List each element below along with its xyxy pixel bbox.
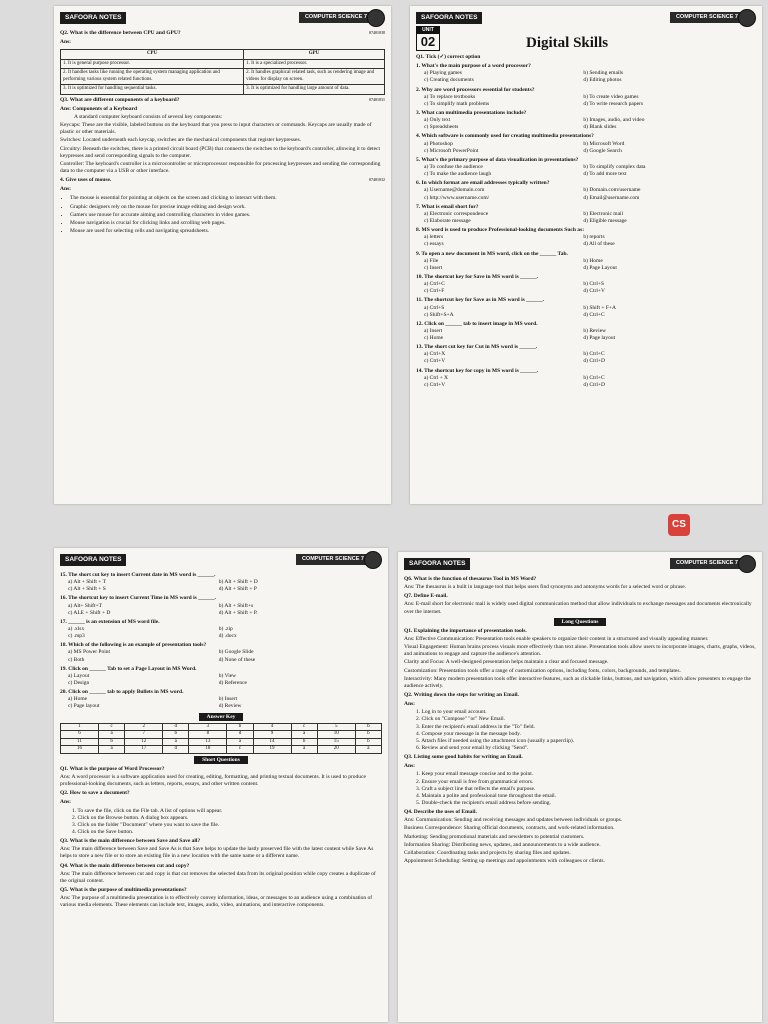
short-answer: Ans: The main difference between Save and Save As is that Save helps to update the lastly preserved file with the latest content while Save As helps to store a new file or to store an existing file in a new location with the same name or a different name. (60, 846, 374, 860)
mcq-options (416, 117, 756, 131)
brand-label: SAFOORA NOTES (404, 558, 470, 570)
question-keyboard: 07401031 Q3. What are different components of a keyboard? (60, 96, 385, 103)
answer-key-option: d (163, 723, 189, 731)
seal-logo (367, 9, 385, 27)
mcq-option: a) Ctrl+X (424, 351, 446, 358)
mcq-options (416, 187, 756, 201)
mcq-question: 18. Which of the following is an example of presentation tools? (60, 642, 207, 649)
page-header (404, 558, 756, 574)
mcq-option: d) Ctrl+C (583, 311, 605, 318)
page-header (60, 12, 385, 28)
mcq-option: b) Ctrl+S (583, 281, 605, 288)
mcq-option: d) Review (218, 703, 242, 710)
switches-para: Switches: Located underneath each keycap, switches are the mechanical components that register keypresses. (60, 137, 301, 144)
answer-key-table (60, 723, 382, 754)
mcq-option: c) essays (424, 241, 444, 248)
unit-box (416, 26, 440, 51)
mcq-options (416, 211, 756, 225)
list-item: 5. Attach files if needed using the attachment icon (usually a paperclip). (416, 737, 575, 744)
seal-logo (738, 555, 756, 573)
mcq-option: a) MS Power Point (68, 649, 111, 656)
answer-key-option: a (355, 746, 381, 754)
answer-key-option: c (291, 723, 317, 731)
subject-label: COMPUTER SCIENCE 7 (670, 558, 752, 569)
mcq-option: b) Google Slide (218, 649, 254, 656)
list-item: 4. Compose your message in the message body. (416, 730, 521, 737)
answer-key-number: 13 (189, 738, 227, 746)
subject-label: COMPUTER SCIENCE 7 (670, 12, 752, 23)
list-item: 5. Double-check the recipient's email address before sending. (416, 799, 551, 806)
save-steps-list (72, 808, 382, 837)
mcq-option: d) Ctrl+D (583, 358, 605, 365)
mcq-option: d) All of these (583, 241, 615, 248)
keyboard-intro: A standard computer keyboard consists of several key components: (74, 114, 223, 121)
mcq-option: a) Alt+ Shift+T (68, 602, 103, 609)
mcq-option: c) Shift+S+A (424, 311, 454, 318)
short-answer: Ans: A word processor is a software application used for creating, editing, formatting, and printing textual documents. It is used to produce professional-looking documents, such as letters, reports, essays, and other written content. (60, 773, 366, 788)
mcq-list (416, 63, 756, 389)
mcq-option: d) Alt + Shift + P. (218, 609, 258, 616)
mcq-option: b) Review (583, 327, 607, 334)
mcq-option: c) Spreadsheets (424, 124, 459, 131)
answer-label: Ans: (60, 186, 72, 193)
mcq-question: 16. The shortcut key to insert Current Time in MS word is ______. (60, 595, 217, 602)
answer-key-option: b (355, 723, 381, 731)
long-answer-para: Visual Engagement: Human brains process visuals more effectively than text alone. Presentation tools allow users to incorporate images, charts, graphs, videos, and animations to engage and capture the audience's attention. (404, 644, 756, 658)
mcq-option: a) Username@domain.com (424, 187, 485, 194)
mcq-option: d) Google Search (583, 147, 622, 154)
mcq-options (416, 70, 756, 84)
mcq-option: c) Insert (424, 264, 443, 271)
answer-key-number: 7 (125, 731, 163, 739)
answer-key-number: 19 (253, 746, 291, 754)
long-answer-para: Business Correspondence: Sharing official documents, contracts, and work-related information. (404, 825, 615, 832)
answer-key-number: 20 (317, 746, 355, 754)
long-question: Q4. Describe the uses of Email. (404, 809, 477, 816)
mcq-option: b) Images, audio, and video (583, 117, 645, 124)
list-item: 4. Maintain a polite and professional tone throughout the email. (416, 792, 557, 799)
answer-key-option: a (99, 746, 125, 754)
brand-label: SAFOORA NOTES (416, 12, 482, 24)
answer-key-number: 5 (317, 723, 355, 731)
mcq-option: a) To replace textbooks (424, 93, 476, 100)
question-code: 07401038 (369, 30, 385, 35)
mcq-option: b) Shift + F+A (583, 304, 616, 311)
mcq-options (416, 328, 756, 342)
mcq-question: 19. Click on ______ Tab to set a Page Layout in MS Word. (60, 665, 197, 672)
cpu-gpu-table (60, 49, 385, 95)
list-item: • Mouse navigation is crucial for clicking links and scrolling web pages. (70, 220, 385, 227)
list-item: 6. Review and send your email by clicking "Send". (416, 744, 529, 751)
mcq-options (416, 141, 756, 155)
table-row: 2. It handles tasks like running the operating system managing application and performing various system related functions. 2. It handles graphical related task, such as rendering image and videos for display on screen. (61, 69, 385, 85)
mcq-question: 14. The shortcut key for copy in MS word is ______. (416, 367, 539, 374)
list-item: • The mouse is essential for pointing at objects on the screen and clicking to interact with them. (70, 195, 385, 202)
subject-label: COMPUTER SCIENCE 7 (299, 12, 381, 23)
mcq-option: a) .xlsx (68, 625, 85, 632)
long-answer-para: Appointment Scheduling: Setting up meetings and appointments with colleagues or clients. (404, 857, 605, 864)
unit-label: UNIT (417, 27, 439, 34)
list-item: 2. Ensure your email is free from grammatical errors. (416, 778, 534, 785)
mcq-option: c) Ctrl+V (424, 381, 446, 388)
mcq-option: a) Alt + Shift + T (68, 579, 107, 586)
answer-key-heading: Answer Key (60, 714, 382, 721)
mcq-option: c) Ctrl+V (424, 358, 446, 365)
mcq-question: 2. Why are word processors essential for students? (416, 86, 535, 93)
mcq-option: d) None of these (218, 656, 256, 663)
answer-key-number: 16 (61, 746, 99, 754)
mcq-question: 11. The shortcut key for Save as in MS word is ______. (416, 297, 544, 304)
mcq-option: a) letters (424, 234, 444, 241)
mcq-option: d) Page layout (583, 335, 616, 342)
list-item: • Gamers use mouse for accurate aiming and controlling characters in video games. (70, 212, 385, 219)
mcq-option: b) .zip (218, 625, 233, 632)
camscanner-badge-icon: CS (668, 514, 690, 536)
list-item: 1. To save the file, click on the File tab. A list of options will appear. (72, 807, 223, 814)
mcq-options (60, 579, 382, 593)
mcq-option: b) Sending emails (583, 70, 624, 77)
answer-key-option: d (227, 731, 253, 739)
list-item: 3. Craft a subject line that reflects the email's purpose. (416, 785, 536, 792)
mcq-option: a) Home (68, 696, 88, 703)
answer-key-number: 10 (317, 731, 355, 739)
mcq-option: c) Alt + Shift + S (68, 586, 106, 593)
list-item: 2. Click on "Compose" "or" New Email. (416, 716, 506, 723)
mcq-option: b) To simplify complex data (583, 163, 646, 170)
mcq-option: d) Email@username.com (583, 194, 640, 201)
mcq-question: 6. In which format are email addresses typically written? (416, 180, 550, 187)
mcq-options (416, 305, 756, 319)
answer-key-option: a (163, 738, 189, 746)
list-item: 1. Log in to your email account. (416, 709, 487, 716)
mcq-question: 3. What can multimedia presentations include? (416, 109, 527, 116)
mcq-question: 10. The shortcut key for Save in MS word is ______. (416, 273, 539, 280)
short-questions-heading: Short Questions (60, 757, 382, 764)
long-question: Q1. Explaining the importance of presentation tools. (404, 627, 527, 634)
mcq-option: d) Alt + Shift + P (218, 586, 257, 593)
mcq-option: c) Page layout (68, 703, 100, 710)
answer-key-number: 18 (189, 746, 227, 754)
mcq-option: d) To add more text (583, 171, 627, 178)
mcq-options (416, 94, 756, 108)
mcq-options (60, 603, 382, 617)
mcq-option: a) File (424, 257, 439, 264)
mcq-option: c) .mp3 (68, 633, 85, 640)
mcq-question: 4. Which software is commonly used for creating multimedia presentations? (416, 133, 594, 140)
short-question: Q7. Define E-mail. (404, 593, 448, 600)
mcq-option: a) Ctrl + X (424, 374, 449, 381)
page-digital-skills (410, 6, 762, 504)
list-item: 4. Click on the Save button. (72, 828, 134, 835)
mcq-question: 15. The short cut key to insert Current date in MS word is ______. (60, 572, 216, 578)
mcq-option: b) Electronic mail (583, 210, 624, 217)
long-answer-para: Marketing: Sending promotional materials and newsletters to potential customers. (404, 833, 585, 840)
email-steps-list (416, 709, 756, 752)
mcq-option: a) Playing games (424, 70, 462, 77)
mcq-section (416, 54, 756, 389)
answer-key-option: c (99, 723, 125, 731)
short-question: Q1. What is the purpose of Word Processor? (60, 765, 165, 772)
mcq-option: c) Design (68, 679, 90, 686)
short-answer: Ans: The main difference between cut and copy is that cut removes the selected data from its original position while copy creates a duplicate of the original content. (60, 870, 376, 884)
mcq-options (416, 258, 756, 272)
mcq-options (60, 673, 382, 687)
mcq-option: b) Home (583, 257, 603, 264)
long-questions-heading: Long Questions (404, 619, 756, 626)
page-header (60, 554, 382, 570)
answer-key-option: a (291, 746, 317, 754)
table-header-cpu: CPU (61, 50, 244, 60)
keycaps-para: Keycaps: These are the visible, labeled buttons on the keyboard that you press to input characters or commands. Keycaps are usually made of plastic or other materials. (60, 122, 372, 136)
mcq-question: 7. What is email short for? (416, 203, 479, 210)
mcq-option: b) To create video games (583, 93, 639, 100)
short-question: Q4. What is the main difference between cut and copy? (60, 862, 190, 869)
answer-key-number: 1 (61, 723, 99, 731)
answer-key-option: c (227, 746, 253, 754)
page-cpu-gpu (54, 6, 391, 504)
list-item: 3. Enter the recipient's email address in the "To" field. (416, 723, 535, 730)
mcq-option: d) .docx (218, 633, 237, 640)
unit-number: 02 (420, 33, 436, 49)
long-answer-para: Ans: Communication: Sending and receiving messages and updates between individuals or groups. (404, 817, 623, 824)
seal-logo (738, 9, 756, 27)
controller-para: Controller: The keyboard's controller is a microcontroller or microprocessor responsible for processing keypresses and sending the corresponding data to the computer via a USB or other interface. (60, 160, 381, 175)
table-row: 1. It is general purpose processor. 1. It is a specialized processor. (61, 59, 385, 69)
long-answer-para: Interactivity: Many modern presentation tools offer interactive features, such as clickable links, buttons, and navigation, which allow presenters to engage the audience actively. (404, 675, 751, 689)
table-header-gpu: GPU (244, 50, 385, 60)
answer-key-number: 8 (189, 731, 227, 739)
question-mouse: 07401032 4. Give uses of mouse. (60, 177, 385, 184)
answer-key-option: a (227, 738, 253, 746)
answer-key-number: 14 (253, 738, 291, 746)
mcq-option: b) View (218, 672, 237, 679)
mcq-option: c) Home (424, 335, 444, 342)
answer-label: Ans: (60, 39, 72, 46)
brand-label: SAFOORA NOTES (60, 12, 126, 24)
answer-label: Ans: (404, 763, 416, 770)
mcq-option: b) reports (583, 234, 605, 241)
long-answer-para: Clarity and Focus: A well-designed presentation helps maintain a clear and focused message. (404, 659, 609, 666)
answer-key-number: 6 (61, 731, 99, 739)
mcq-question: 12. Click on ______ tab to insert image in MS word. (416, 320, 538, 327)
subject-label: COMPUTER SCIENCE 7 (296, 554, 378, 565)
short-question: Q3. What is the main difference between Save and Save all? (60, 838, 201, 845)
short-answer: Ans: E-mail short for electronic mail is widely used digital communication method that allow individuals to exchange messages and documents electronically over the internet. (404, 601, 752, 615)
mcq-options (60, 649, 382, 663)
mcq-option: b) Domain.com/username (583, 187, 641, 194)
mcq-option: d) Reference (218, 679, 247, 686)
page-header (416, 12, 756, 28)
answer-key-number: 2 (125, 723, 163, 731)
list-item: 3. Click on the folder "Document" where you want to save the file. (72, 821, 220, 828)
mcq-options (60, 626, 382, 640)
mcq-option: a) Ctrl+C (424, 281, 445, 288)
mcq-option: a) Electronic correspondence (424, 210, 489, 217)
circuitry-para: Circuitry: Beneath the switches, there is a printed circuit board (PCB) that connects the switches to the keyboard's controller, allowing it to detect keypresses and send corresponding signals to the computer. (60, 145, 380, 159)
mcq-option: d) Editing photos (583, 77, 622, 84)
list-item: • Mouse are used for selecting cells and navigating spreadsheets. (70, 228, 385, 235)
long-question: Q2. Writing down the steps for writing an Email. (404, 691, 519, 698)
seal-logo (364, 551, 382, 569)
mcq-option: c) ALE + Shift + D (68, 609, 111, 616)
answer-key-option: b (291, 738, 317, 746)
mcq-option: c) To simplify math problems (424, 100, 490, 107)
mcq-question: 8. MS word is used to produce Professional-looking documents Such as: (416, 227, 585, 234)
answer-label: Ans: (404, 701, 416, 708)
short-question: Q5. What is the purpose of multimedia presentations? (60, 886, 187, 893)
mcq-options (60, 696, 382, 710)
mcq-option: a) Only text (424, 117, 451, 124)
answer-label: Ans: (60, 799, 72, 806)
long-answer-para: Customization: Presentation tools offer a range of customization options, including fonts, colors, backgrounds, and templates. (404, 667, 681, 674)
answer-key-row (61, 723, 382, 731)
mcq-option: a) Insert (424, 327, 443, 334)
mcq-option: c) http://www.username.com/ (424, 194, 490, 201)
mcq-question: 17. ______ is an extension of MS word file. (60, 618, 160, 625)
answer-key-number: 17 (125, 746, 163, 754)
short-question: Q2. How to save a document? (60, 790, 130, 797)
mcq-option: b) Ctrl+C (583, 351, 605, 358)
mcq-option: b) Insert (218, 696, 238, 703)
answer-key-option: b (355, 738, 381, 746)
mcq-options (416, 234, 756, 248)
answer-key-number: 15 (317, 738, 355, 746)
mcq-option: d) Ctrl+V (583, 288, 605, 295)
email-habits-list (416, 771, 756, 807)
mcq-question: 9. To open a new document in MS word, click on the ______ Tab. (416, 250, 568, 257)
mcq-options (416, 375, 756, 389)
short-question: Q6. What is the function of thesaurus Tool in MS Word? (404, 576, 537, 582)
chapter-title: Digital Skills (526, 35, 609, 51)
list-item: 2. Click on the Browse button. A dialog box appears. (72, 814, 189, 821)
long-question: Q3. Listing some good habits for writing an Email. (404, 754, 523, 761)
mcq-instruction: Q1. Tick (✓) correct option (416, 54, 481, 60)
answer-key-number: 11 (61, 738, 99, 746)
answer-key-option: b (227, 723, 253, 731)
mcq-list (60, 572, 382, 711)
page-long-questions (398, 552, 762, 1022)
answer-key-row (61, 731, 382, 739)
mcq-option: b) Alt + Shift+s (218, 602, 254, 609)
table-row: 3. It is optimized for handling sequential tasks. 3. It is optimized for handling large amount of data. (61, 85, 385, 95)
brand-label: SAFOORA NOTES (60, 554, 126, 566)
mcq-option: c) Ctrl+F (424, 288, 445, 295)
mcq-option: d) Blank slides (583, 124, 617, 131)
mcq-option: d) Ctrl+D (583, 381, 605, 388)
mcq-question: 20. Click on ______ tab to apply Bullets in MS word. (60, 689, 184, 696)
mcq-option: c) To make the audience laugh (424, 171, 492, 178)
mcq-question: 1. What's the main purpose of a word processor? (416, 63, 531, 70)
mcq-option: a) Photoshop (424, 140, 453, 147)
short-answer: Ans: The purpose of a multimedia presentation is to effectively convey information, ideas, or messages to an audience using a combination of various media elements. These elements can include text, images, audio, video, animations, and interactive components. (60, 895, 373, 909)
mcq-options (416, 164, 756, 178)
mcq-question: 13. The short cut key for Cut in MS word is ______. (416, 344, 538, 351)
mcq-option: a) Layout (68, 672, 90, 679)
answer-key-number: 3 (189, 723, 227, 731)
mcq-option: c) Both (68, 656, 85, 663)
long-answer-para: Information Sharing: Distributing news, updates, and announcements to a wide audience. (404, 841, 601, 848)
answer-key-number: 4 (253, 723, 291, 731)
mcq-options (416, 281, 756, 295)
answer-key-option: a (291, 731, 317, 739)
mcq-option: a) To confuse the audience (424, 163, 483, 170)
question-cpu-gpu: 07401038 Q2. What is the difference between CPU and GPU? (60, 30, 385, 36)
answer-key-row (61, 738, 382, 746)
mouse-uses-list (70, 195, 385, 235)
mcq-option: b) Ctrl+C (583, 374, 605, 381)
mcq-option: c) Microsoft PowerPoint (424, 147, 479, 154)
mcq-option: c) Elaborate message (424, 217, 471, 224)
mcq-option: b) Alt + Shift + D (218, 579, 258, 586)
answer-keyboard-heading: Ans: Components of a Keyboard (60, 105, 138, 112)
mcq-option: a) Ctrl+S (424, 304, 445, 311)
list-item: 1. Keep your email message concise and to the point. (416, 771, 534, 778)
mcq-option: b) Microsoft Word (583, 140, 625, 147)
answer-key-number: 12 (125, 738, 163, 746)
answer-key-option: b (163, 731, 189, 739)
answer-key-number: 9 (253, 731, 291, 739)
list-item: • Graphic designers rely on the mouse for precise image editing and design work. (70, 204, 385, 211)
mcq-option: d) To write research papers (583, 100, 644, 107)
mcq-option: d) Eligible message (583, 217, 627, 224)
answer-key-row (61, 746, 382, 754)
short-answer: Ans: The thesaurus is a built in language tool that helps users find synonyms and antonyms words for a selected word or phrase. (404, 584, 687, 591)
mcq-option: c) Creating documents (424, 77, 474, 84)
mcq-question: 5. What's the primary purpose of data visualization in presentations? (416, 156, 579, 163)
mcq-options (416, 351, 756, 365)
answer-key-option: a (99, 731, 125, 739)
answer-key-option: d (163, 746, 189, 754)
long-answer-para: Ans: Effective Communication: Presentation tools enable speakers to organize their content in a structured and visually appealing manner. (404, 635, 709, 642)
long-answer-para: Collaboration: Coordinating tasks and projects by sharing files and updates. (404, 849, 571, 856)
answer-key-option: b (99, 738, 125, 746)
answer-key-option: b (355, 731, 381, 739)
page-mcq-short (54, 548, 388, 1022)
mcq-option: d) Page Layout (583, 264, 617, 271)
